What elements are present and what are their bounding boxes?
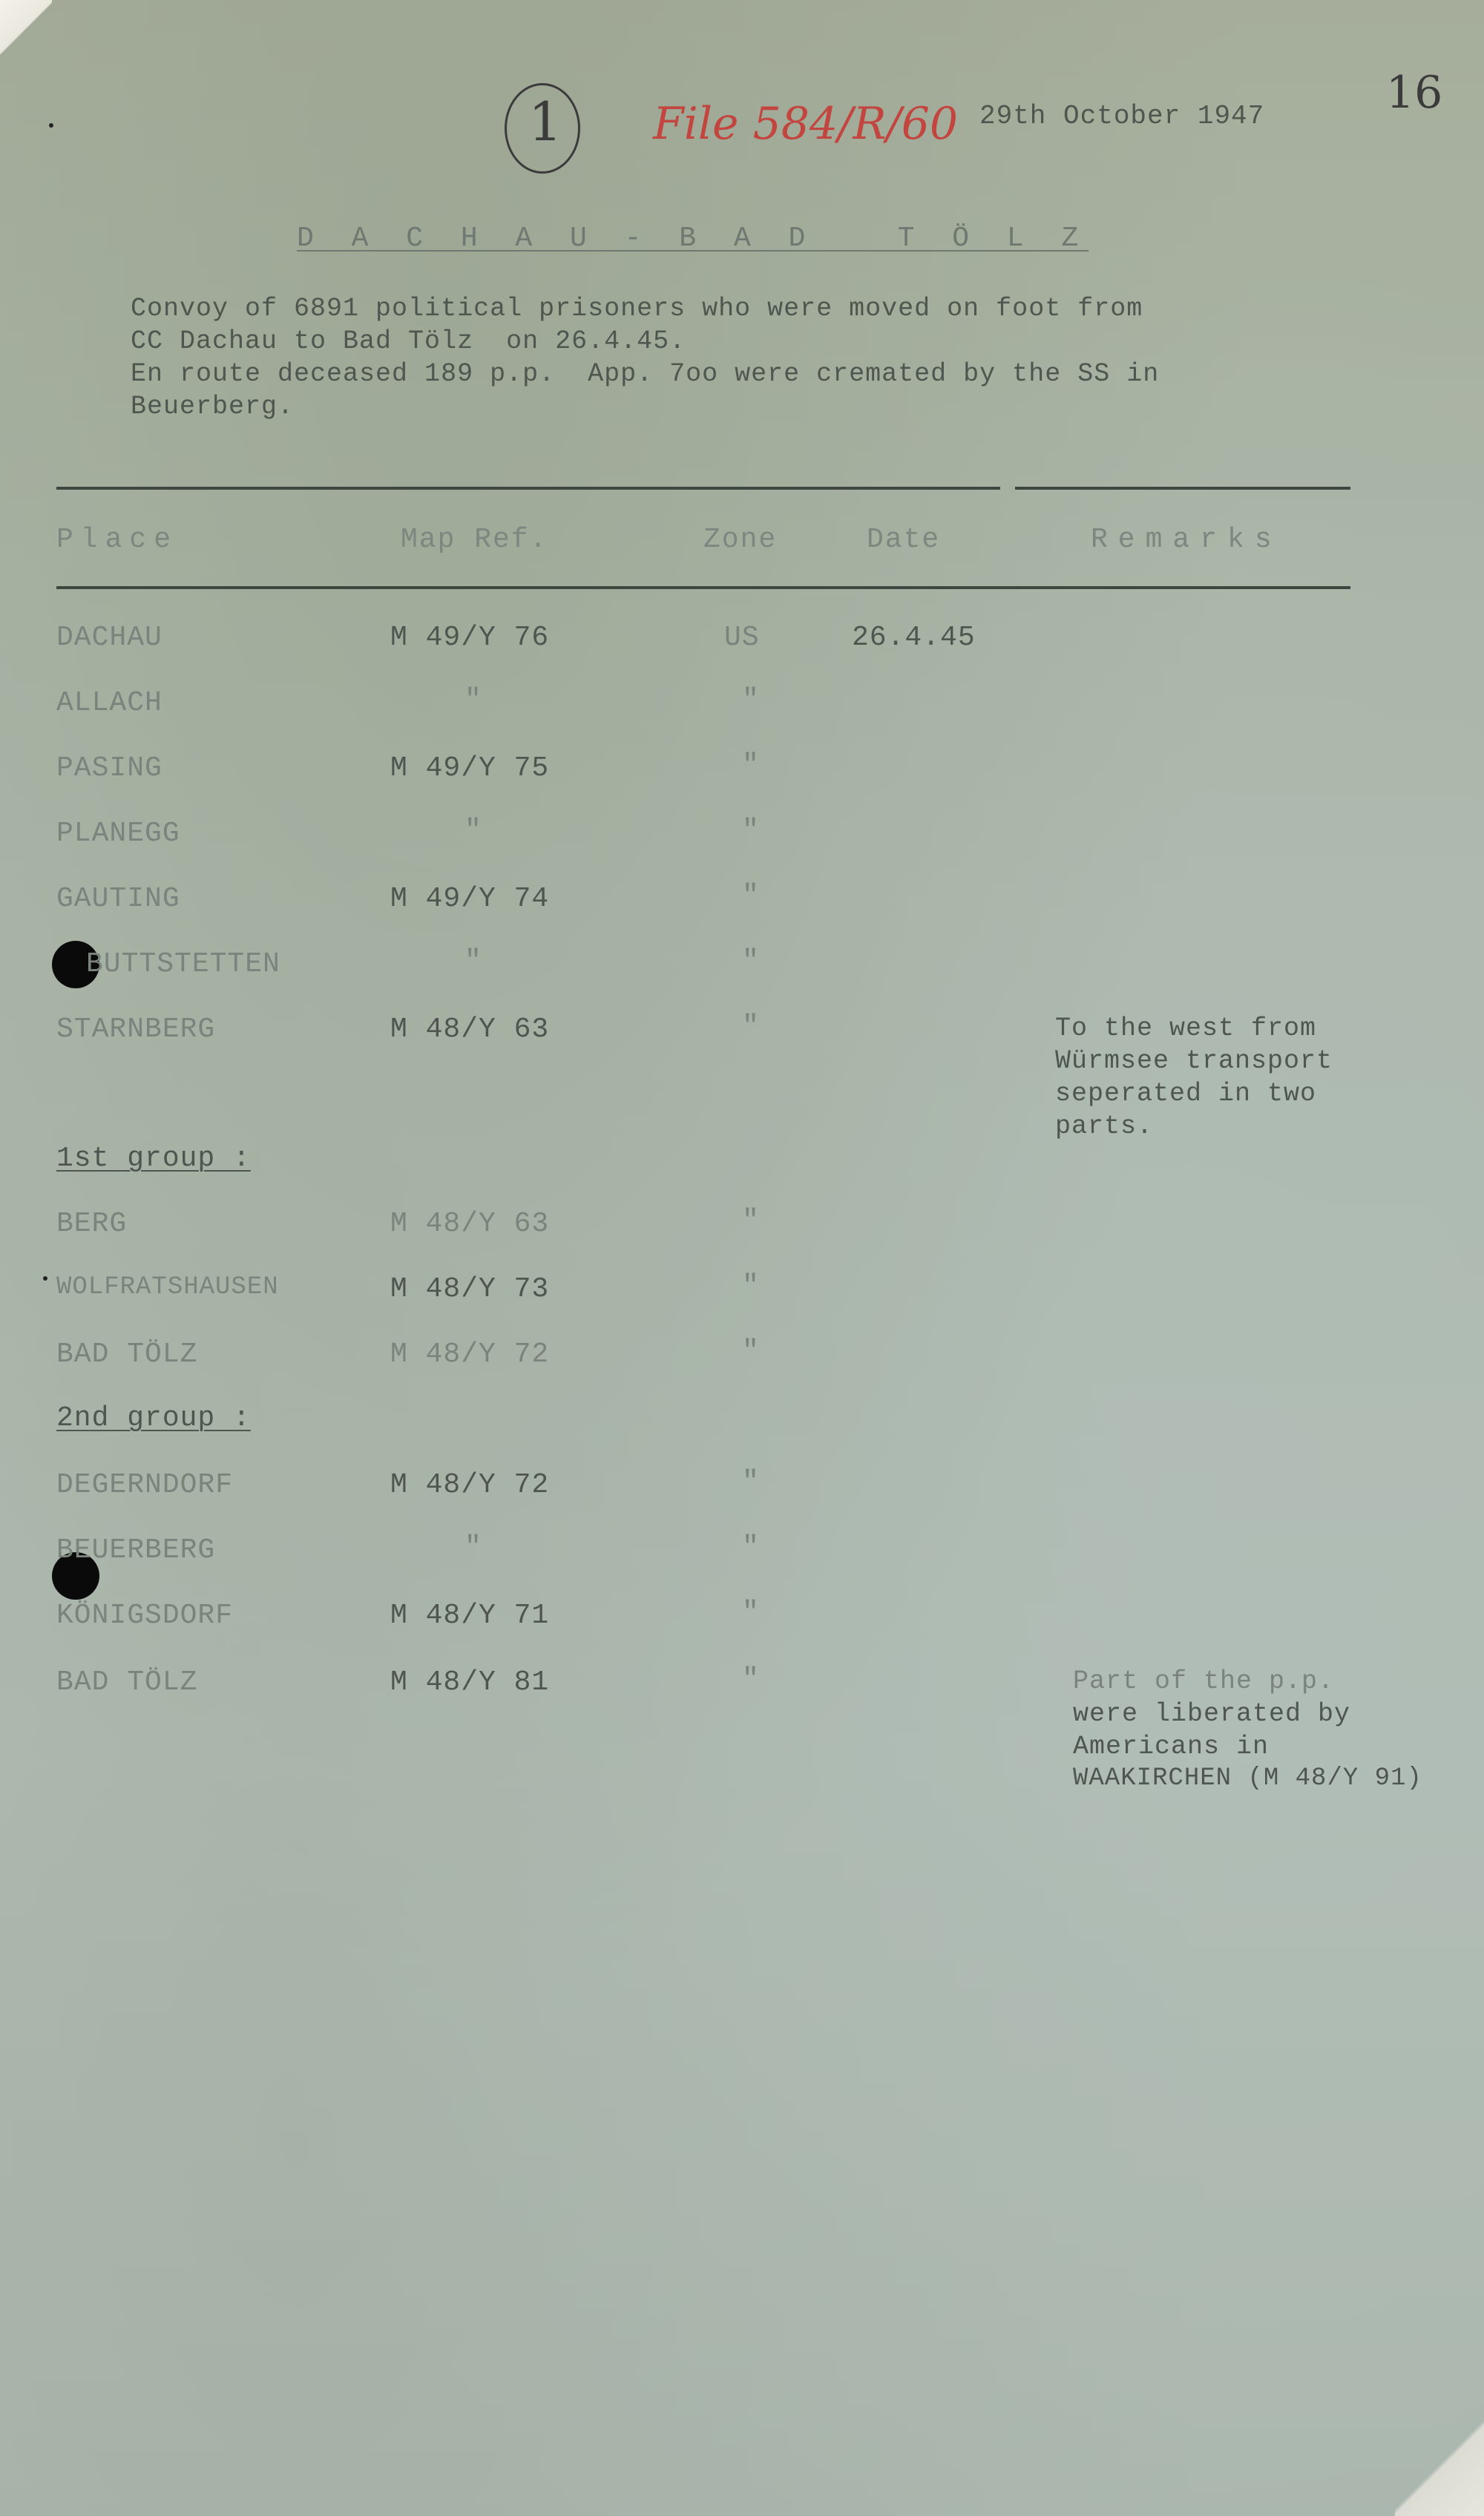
row-zone: " [742,945,760,977]
remark-line: parts. [1055,1111,1154,1141]
ink-dot [43,1276,47,1281]
intro-line-3: En route deceased 189 p.p. App. 7oo were cremated by the SS in [131,359,1160,389]
row-place: WOLFRATSHAUSEN [56,1273,279,1301]
row-map-ref: " [464,1531,482,1563]
remark-line: To the west from [1055,1014,1317,1043]
group-label: 2nd group : [56,1402,251,1434]
group-label: 1st group : [56,1143,251,1175]
row-map-ref: M 48/Y 73 [390,1273,550,1305]
row-map-ref: M 49/Y 76 [390,622,550,654]
row-map-ref: M 48/Y 71 [390,1600,550,1632]
folded-corner [0,0,52,59]
row-place: BERG [56,1208,128,1240]
row-place: STARNBERG [56,1014,216,1045]
remark-line: Americans in [1073,1732,1270,1761]
remark-line: Part of the p.p. [1073,1666,1335,1696]
row-zone: " [742,1336,760,1367]
row-place: KÖNIGSDORF [56,1600,234,1632]
column-header-remarks: Remarks [1091,524,1282,556]
row-place: PASING [56,752,162,784]
row-zone: " [742,749,760,781]
column-header-place: Place [56,524,179,556]
intro-line-1: Convoy of 6891 political prisoners who were moved on foot from [131,294,1143,323]
document-title: D A C H A U - B A D T Ö L Z [297,223,1089,254]
folded-corner-bottom [1395,2405,1484,2516]
row-zone: " [742,1663,760,1695]
row-place: BAD TÖLZ [56,1666,198,1698]
row-map-ref: M 48/Y 63 [390,1208,550,1240]
row-map-ref: M 48/Y 72 [390,1339,550,1370]
document-date: 29th October 1947 [979,101,1265,131]
column-header-date: Date [867,524,941,556]
column-header-map-ref: Map Ref. [401,524,548,556]
row-map-ref: " [464,815,482,847]
table-header-rule [56,586,1350,589]
row-zone: US [724,622,760,654]
row-place: BEUERBERG [56,1534,216,1566]
row-place: PLANEGG [56,818,180,850]
row-map-ref: M 48/Y 72 [390,1469,550,1501]
intro-line-4: Beuerberg. [131,392,295,421]
file-reference: File 584/R/60 [653,98,959,150]
row-zone: " [742,1531,760,1563]
row-zone: " [742,1270,760,1302]
row-zone: " [742,1205,760,1237]
row-place: BUTTSTETTEN [86,948,280,980]
row-map-ref: M 49/Y 74 [390,883,550,915]
row-map-ref: M 48/Y 81 [390,1666,550,1698]
row-zone: " [742,684,760,716]
remark-line: Würmsee transport [1055,1046,1333,1076]
row-place: ALLACH [56,687,162,719]
remark-line: were liberated by [1073,1699,1351,1729]
row-place: GAUTING [56,883,180,915]
row-map-ref: M 48/Y 63 [390,1014,550,1045]
table-top-rule [56,487,1000,490]
row-map-ref: " [464,684,482,716]
row-zone: " [742,1011,760,1042]
circled-number: 1 [528,91,562,153]
row-zone: " [742,815,760,847]
row-map-ref: M 49/Y 75 [390,752,550,784]
column-header-zone: Zone [703,524,778,556]
page-number: 16 [1386,67,1443,119]
row-place: DACHAU [56,622,162,654]
row-place: DEGERNDORF [56,1469,234,1501]
remark-line: seperated in two [1055,1079,1317,1108]
row-date: 26.4.45 [852,622,976,654]
row-zone: " [742,1466,760,1498]
row-place: BAD TÖLZ [56,1339,198,1370]
table-top-rule [1015,487,1350,490]
row-zone: " [742,880,760,912]
row-zone: " [742,1597,760,1629]
intro-line-2: CC Dachau to Bad Tölz on 26.4.45. [131,326,686,356]
ink-dot [49,123,53,128]
row-map-ref: " [464,945,482,977]
remark-line: WAAKIRCHEN (M 48/Y 91) [1073,1764,1422,1793]
